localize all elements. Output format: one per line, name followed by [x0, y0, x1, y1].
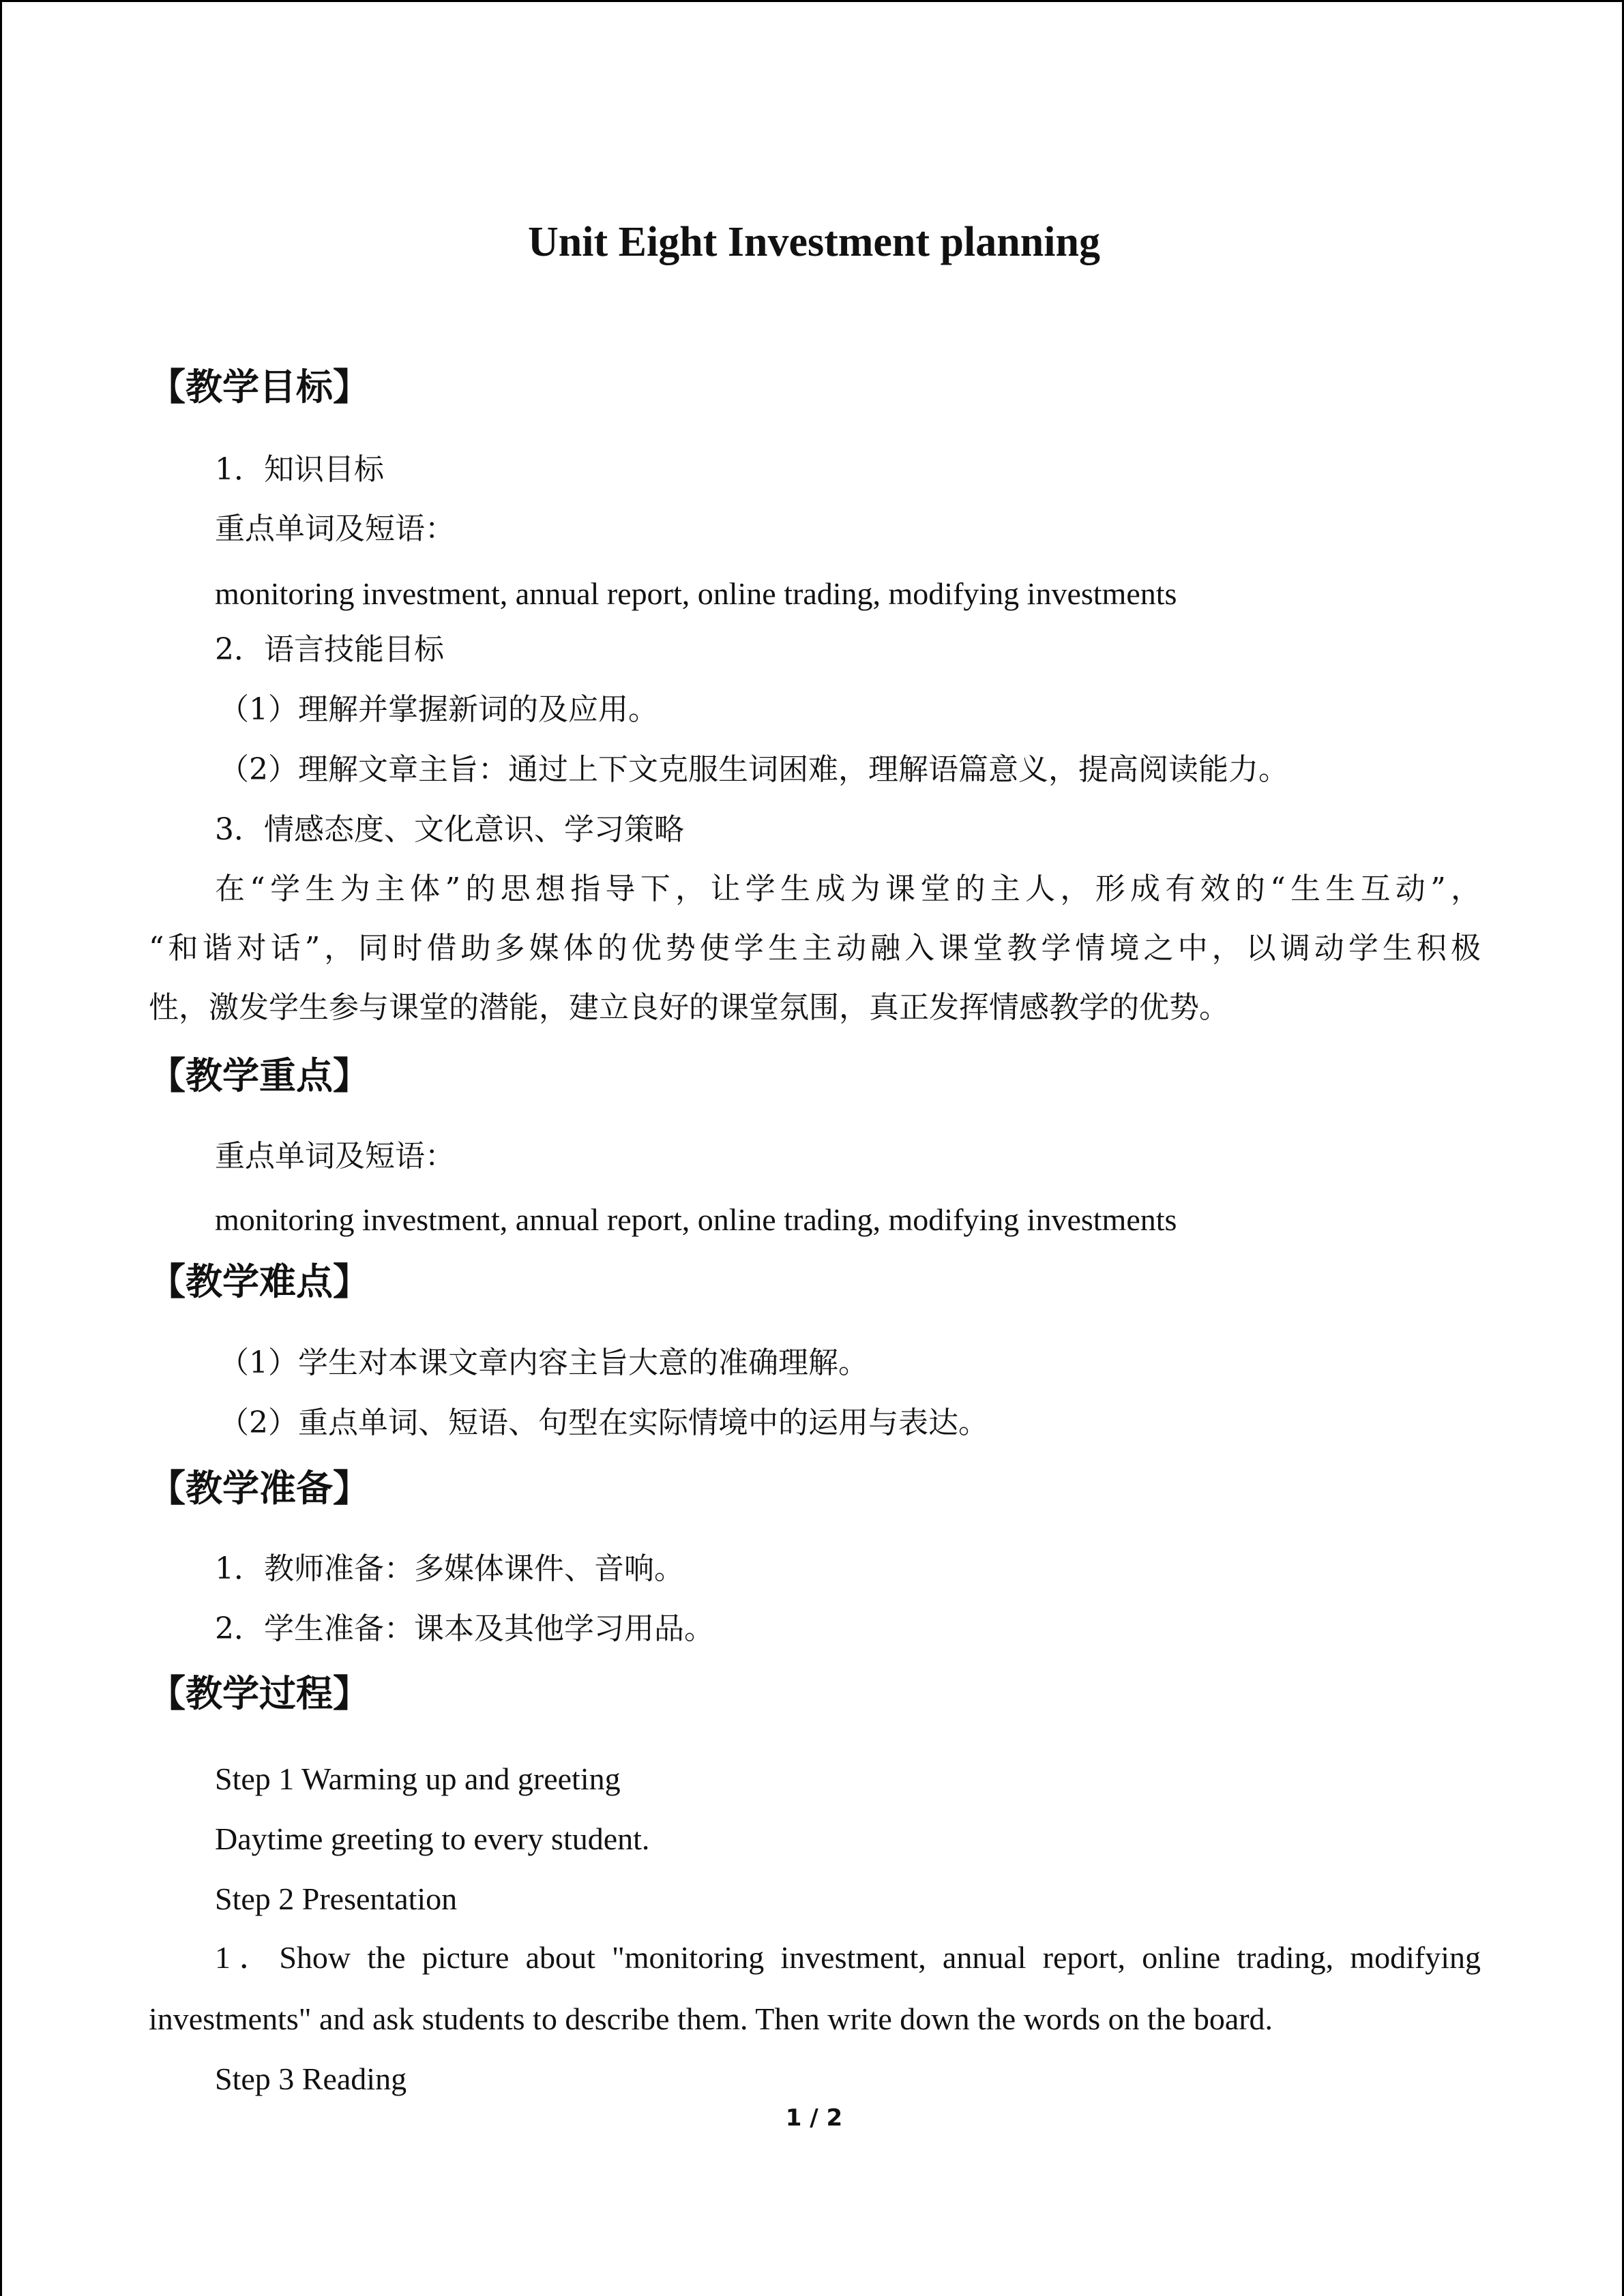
objectives-knowledge-title: 1．知识目标 [215, 452, 384, 487]
process-step-1-title: Step 1 Warming up and greeting [215, 1761, 621, 1796]
heading-objectives: 【教学目标】 [149, 366, 370, 408]
objectives-emotion-title: 3．情感态度、文化意识、学习策略 [215, 812, 684, 847]
preparation-item-1: 1．教师准备：多媒体课件、音响。 [215, 1551, 684, 1586]
key-points-vocab-list: monitoring investment, annual report, online trading, modifying investments [215, 1202, 1177, 1237]
objectives-vocab-list: monitoring investment, annual report, online trading, modifying investments [215, 576, 1177, 611]
objectives-emotion-paragraph-line-2: “和谐对话”，同时借助多媒体的优势使学生主动融入课堂教学情境之中，以调动学生积极 [149, 931, 1481, 966]
heading-key-points: 【教学重点】 [149, 1054, 370, 1097]
process-step-3-title: Step 3 Reading [215, 2061, 407, 2096]
process-step-2-item-line-2: investments" and ask students to describe them. Then write down the words on the board. [149, 2001, 1273, 2036]
preparation-item-2: 2．学生准备：课本及其他学习用品。 [215, 1611, 714, 1646]
page-number: 1 / 2 [785, 2104, 843, 2132]
heading-preparation: 【教学准备】 [149, 1467, 370, 1510]
objectives-language-title: 2．语言技能目标 [215, 632, 444, 667]
objectives-vocab-label: 重点单词及短语： [215, 511, 455, 546]
process-step-2-title: Step 2 Presentation [215, 1881, 458, 1916]
difficulties-item-2: （2）重点单词、短语、句型在实际情境中的运用与表达。 [219, 1405, 988, 1440]
heading-difficulties: 【教学难点】 [149, 1260, 370, 1303]
difficulties-item-1: （1）学生对本课文章内容主旨大意的准确理解。 [219, 1345, 868, 1380]
objectives-emotion-paragraph-line-3: 性，激发学生参与课堂的潜能，建立良好的课堂氛围，真正发挥情感教学的优势。 [149, 990, 1229, 1025]
objectives-emotion-paragraph-line-1: 在“学生为主体”的思想指导下，让学生成为课堂的主人，形成有效的“生生互动”， [215, 871, 1481, 906]
objectives-language-item-2: （2）理解文章主旨：通过上下文克服生词困难，理解语篇意义，提高阅读能力。 [219, 752, 1288, 787]
key-points-vocab-label: 重点单词及短语： [215, 1139, 455, 1174]
heading-process: 【教学过程】 [149, 1672, 370, 1715]
process-step-2-item-line-1: 1．Show the picture about "monitoring investment, annual report, online trading, modifying [215, 1940, 1481, 1975]
document-title: Unit Eight Investment planning [528, 219, 1100, 265]
process-step-1-text: Daytime greeting to every student. [215, 1821, 650, 1856]
objectives-language-item-1: （1）理解并掌握新词的及应用。 [219, 692, 658, 727]
